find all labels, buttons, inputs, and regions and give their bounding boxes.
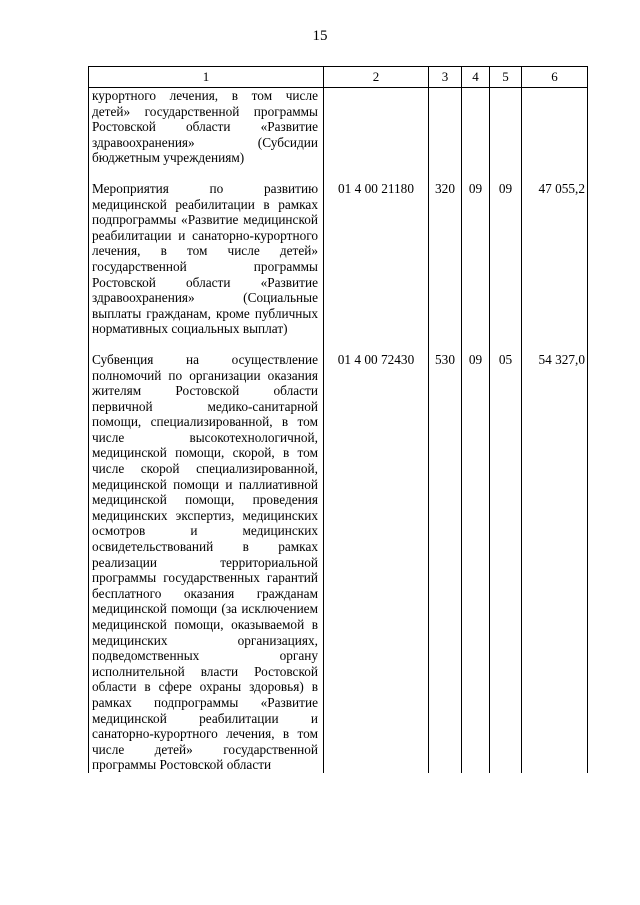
row-amount: 54 327,0 xyxy=(522,352,588,773)
column-header-description: 1 xyxy=(89,67,324,88)
row-section: 09 xyxy=(462,352,490,773)
column-header-section: 4 xyxy=(462,67,490,88)
table-row xyxy=(89,88,588,166)
row-target-code xyxy=(324,88,429,166)
column-header-amount: 6 xyxy=(522,67,588,88)
row-expense-type: 320 xyxy=(429,181,462,337)
row-description: Мероприятия по развитию медицинской реабилитации в рамках подпрограммы «Развитие медицинской реабилитации и санаторно-курортного лечения, в том числе детей» государственной программы Ростовской области «Развитие здравоохранения» (Социальные выплаты гражданам, кроме публичных нормативных социальных выплат) xyxy=(89,181,324,337)
row-subsection: 09 xyxy=(490,181,522,337)
row-expense-type xyxy=(429,88,462,166)
header-row xyxy=(89,67,588,88)
row-spacer xyxy=(89,166,588,181)
row-section xyxy=(462,88,490,166)
column-header-target-code: 2 xyxy=(324,67,429,88)
column-header-subsection: 5 xyxy=(490,67,522,88)
budget-table xyxy=(88,66,588,773)
column-header-expense-type: 3 xyxy=(429,67,462,88)
row-amount xyxy=(522,88,588,166)
row-target-code: 01 4 00 72430 xyxy=(324,352,429,773)
row-subsection xyxy=(490,88,522,166)
row-amount: 47 055,2 xyxy=(522,181,588,337)
row-subsection: 05 xyxy=(490,352,522,773)
row-description: Субвенция на осуществление полномочий по организации оказания жителям Ростовской области первичной медико-санитарной помощи, специализированной, в том числе высокотехнологичной, медицинской помощи, скорой, в том числе скорой специализированной, медицинской помощи и паллиативной медицинской помощи, проведения медицинских экспертиз, медицинских осмотров и медицинских освидетельствований в рамках реализации территориальной программы государственных гарантий бесплатного оказания гражданам медицинской помощи (за исключением медицинской помощи, оказываемой в медицинских организациях, подведомственных органу исполнительной власти Ростовской области в сфере охраны здоровья) в рамках подпрограммы «Развитие медицинской реабилитации и санаторно-курортного лечения, в том числе детей» государственной программы Ростовской области xyxy=(89,352,324,773)
page-number: 15 xyxy=(312,28,328,44)
row-target-code: 01 4 00 21180 xyxy=(324,181,429,337)
row-description: курортного лечения, в том числе детей» государственной программы Ростовской области «Развитие здравоохранения» (Субсидии бюджетным учреждениям) xyxy=(89,88,324,166)
table-row xyxy=(89,181,588,337)
table-row xyxy=(89,352,588,773)
row-section: 09 xyxy=(462,181,490,337)
row-spacer xyxy=(89,337,588,352)
row-expense-type: 530 xyxy=(429,352,462,773)
